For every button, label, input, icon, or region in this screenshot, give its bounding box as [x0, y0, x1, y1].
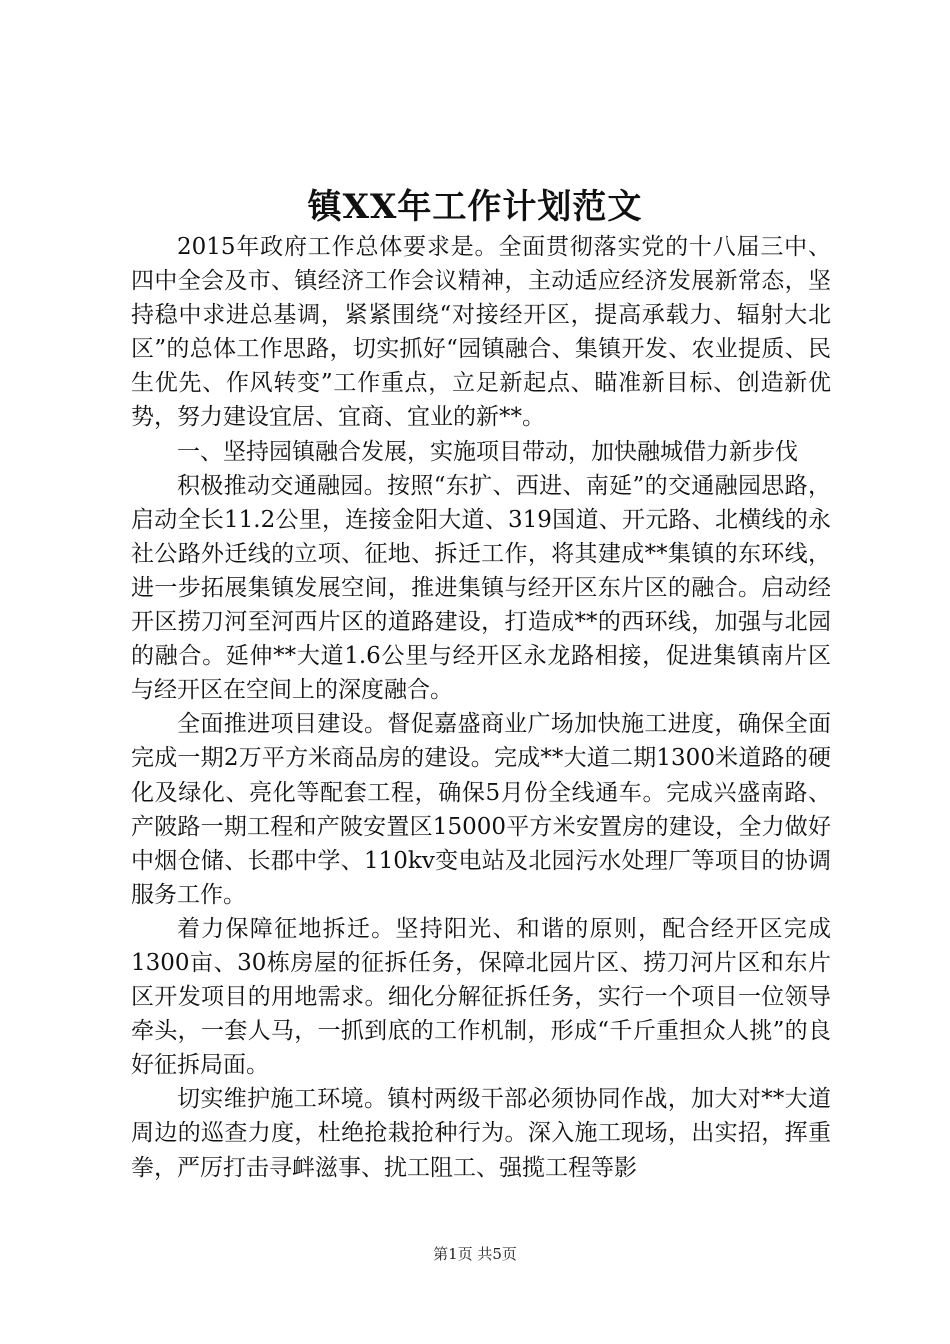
document-body: [131, 230, 831, 1185]
document-title: 镇XX年工作计划范文: [307, 187, 643, 227]
page-indicator: 第1页 共5页: [433, 1245, 517, 1263]
paragraph-environment: 切实维护施工环境。镇村两级干部必须协同作战，加大对**大道周边的巡查力度，杜绝抢栽抢种行为。深入施工现场，出实招，挥重拳，严厉打击寻衅滋事、扰工阻工、强揽工程等影: [131, 1086, 831, 1181]
paragraph-traffic: 积极推动交通融园。按照“东扩、西进、南延”的交通融园思路，启动全长11.2公里，连接金阳大道、319国道、开元路、北横线的永社公路外迁线的立项、征地、拆迁工作，将其建成**集镇的东环线，进一步拓展集镇发展空间，推进集镇与经开区东片区的融合。启动经开区捞刀河至河西片区的道路建设，打造成**的西环线，加强与北园的融合。延伸**大道1.6公里与经开区永龙路相接，促进集镇南片区与经开区在空间上的深度融合。: [131, 472, 831, 704]
paragraph-land: 着力保障征地拆迁。坚持阳光、和谐的原则，配合经开区完成1300亩、30栋房屋的征拆任务，保障北园片区、捞刀河片区和东片区开发项目的用地需求。细化分解征拆任务，实行一个项目一位领导牵头，一套人马，一抓到底的工作机制，形成“千斤重担众人挑”的良好征拆局面。: [131, 915, 831, 1079]
paragraph-projects: 全面推进项目建设。督促嘉盛商业广场加快施工进度，确保全面完成一期2万平方米商品房的建设。完成**大道二期1300米道路的硬化及绿化、亮化等配套工程，确保5月份全线通车。完成兴盛南路、产陂路一期工程和产陂安置区15000平方米安置房的建设，全力做好中烟仓储、长郡中学、110kv变电站及北园污水处理厂等项目的协调服务工作。: [131, 711, 831, 908]
paragraph-intro: 2015年政府工作总体要求是。全面贯彻落实党的十八届三中、四中全会及市、镇经济工作会议精神，主动适应经济发展新常态，坚持稳中求进总基调，紧紧围绕“对接经开区，提高承载力、辐射大北区”的总体工作思路，切实抓好“园镇融合、集镇开发、农业提质、民生优先、作风转变”工作重点，立足新起点、瞄准新目标、创造新优势，努力建设宜居、宜商、宜业的新**。: [131, 234, 831, 431]
paragraph-section-heading: 一、坚持园镇融合发展，实施项目带动，加快融城借力新步伐: [177, 438, 798, 465]
